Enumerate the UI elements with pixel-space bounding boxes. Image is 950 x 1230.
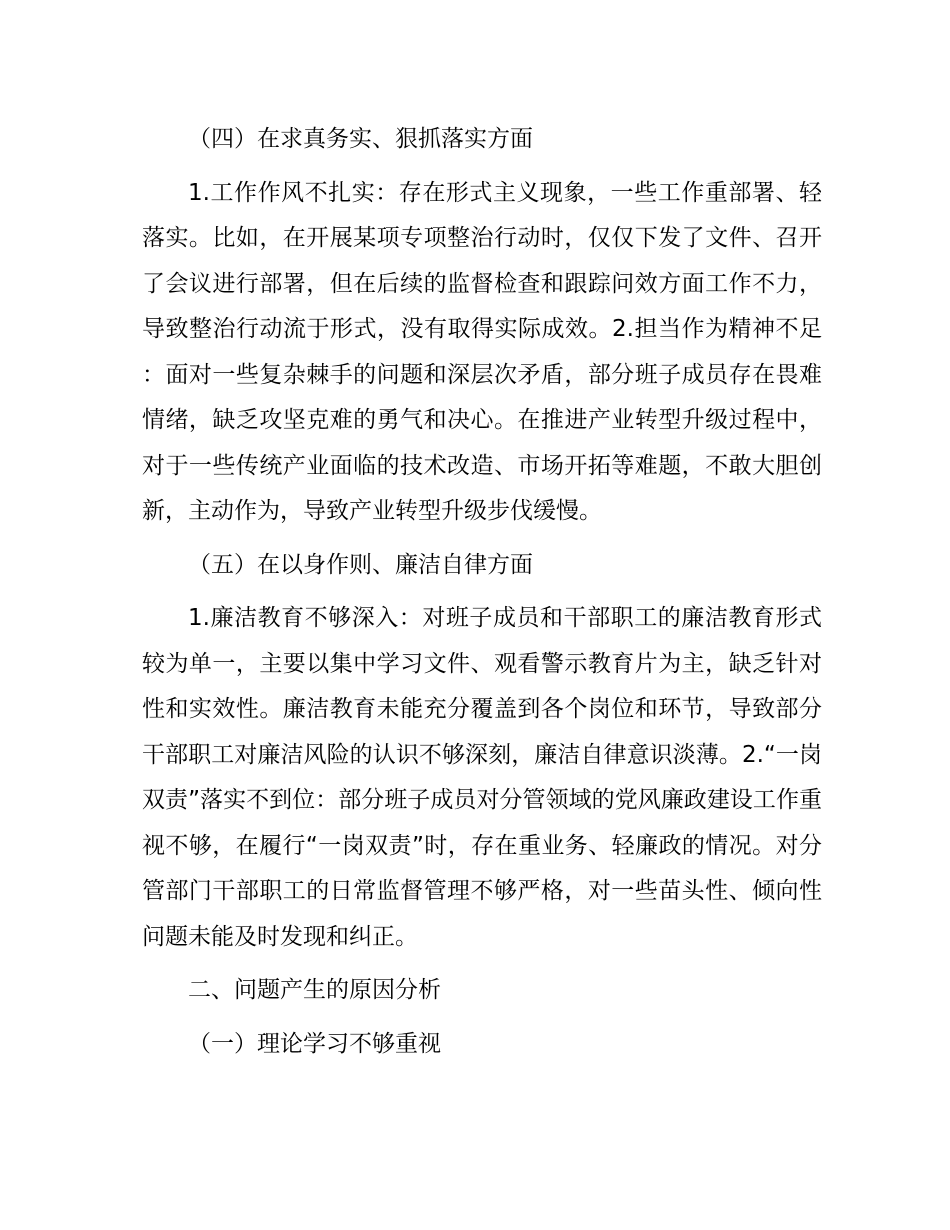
part-2-heading: 二、问题产生的原因分析 (188, 977, 441, 1003)
section-4-paragraph: 1.工作作风不扎实：存在形式主义现象，一些工作重部署、轻落实。比如，在开展某项专项整治行动时，仅仅下发了文件、召开了会议进行部署，但在后续的监督检查和跟踪问效方面工作不力，导致整治行动流于形式，没有取得实际成效。2.担当作为精神不足：面对一些复杂棘手的问题和深层次矛盾，部分班子成员存在畏难情绪，缺乏攻坚克难的勇气和决心。在推进产业转型升级过程中，对于一些传统产业面临的技术改造、市场开拓等难题，不敢大胆创新，主动作为，导致产业转型升级步伐缓慢。 (142, 179, 822, 524)
section-4-heading: （四）在求真务实、狠抓落实方面 (188, 126, 533, 152)
document-body (142, 117, 822, 1067)
section-5-paragraph: 1.廉洁教育不够深入：对班子成员和干部职工的廉洁教育形式较为单一，主要以集中学习文件、观看警示教育片为主，缺乏针对性和实效性。廉洁教育未能充分覆盖到各个岗位和环节，导致部分干部职工对廉洁风险的认识不够深刻，廉洁自律意识淡薄。2.“一岗双责”落实不到位：部分班子成员对分管领域的党风廉政建设工作重视不够，在履行“一岗双责”时，存在重业务、轻廉政的情况。对分管部门干部职工的日常监督管理不够严格，对一些苗头性、倾向性问题未能及时发现和纠正。 (142, 605, 822, 950)
section-5-heading: （五）在以身作则、廉洁自律方面 (188, 551, 533, 578)
part-2-subheading-1: （一）理论学习不够重视 (188, 1030, 441, 1057)
